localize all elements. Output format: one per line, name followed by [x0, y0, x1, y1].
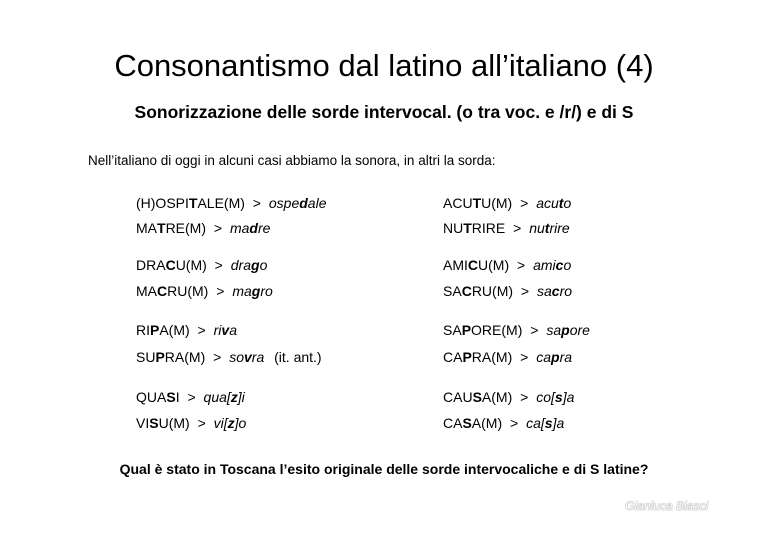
arrow: >	[183, 389, 200, 405]
latin-form: RIPA(M)	[136, 322, 190, 338]
arrow: >	[526, 322, 543, 338]
slide-subtitle: Sonorizzazione delle sorde intervocal. (o tra voc. e /r/) e di S	[134, 102, 634, 122]
latin-form: AMICU(M)	[443, 257, 510, 273]
italian-form: nutrire	[529, 220, 570, 236]
latin-form: (H)OSPITALE(M)	[136, 195, 245, 211]
example-left-3	[136, 257, 267, 273]
italian-form: riva	[213, 322, 238, 338]
italian-form: co[s]a	[536, 389, 575, 405]
arrow: >	[516, 389, 533, 405]
latin-form: CAUSA(M)	[443, 389, 513, 405]
example-right-4	[443, 283, 572, 299]
arrow: >	[506, 415, 523, 431]
italian-form: qua[z]i	[203, 389, 245, 405]
latin-form: SAPORE(M)	[443, 322, 523, 338]
example-left-8	[136, 415, 246, 431]
italian-form: magro	[232, 283, 273, 299]
arrow: >	[513, 257, 530, 273]
example-right-2	[443, 220, 570, 236]
example-right-5	[443, 322, 590, 338]
italian-form: sapore	[546, 322, 590, 338]
latin-form: CAPRA(M)	[443, 349, 513, 365]
arrow: >	[516, 349, 533, 365]
latin-form: SACRU(M)	[443, 283, 514, 299]
italian-form: capra	[536, 349, 573, 365]
latin-form: ACUTU(M)	[443, 195, 513, 211]
arrow: >	[517, 283, 533, 299]
example-right-7	[443, 389, 574, 405]
arrow: >	[193, 415, 210, 431]
author-signature: Gianluca Biasci	[625, 499, 708, 513]
latin-form: MACRU(M)	[136, 283, 209, 299]
note: (it. ant.)	[270, 349, 322, 365]
arrow: >	[248, 195, 265, 211]
example-right-6	[443, 349, 572, 365]
example-left-6	[136, 349, 322, 365]
italian-form: sacro	[537, 283, 573, 299]
arrow: >	[209, 349, 226, 365]
arrow: >	[212, 283, 229, 299]
example-right-3	[443, 257, 571, 273]
intro-text: Nell’italiano di oggi in alcuni casi abbiamo la sonora, in altri la sorda:	[88, 153, 496, 168]
italian-form: madre	[229, 220, 271, 236]
example-left-7	[136, 389, 245, 405]
italian-form: acuto	[536, 195, 572, 211]
italian-form: sovra	[229, 349, 265, 365]
slide-title: Consonantismo dal latino all’italiano (4)	[114, 48, 654, 83]
latin-form: DRACU(M)	[136, 257, 207, 273]
latin-form: NUTRIRE	[443, 220, 506, 236]
example-left-1	[136, 195, 326, 211]
arrow: >	[193, 322, 210, 338]
example-right-1	[443, 195, 571, 211]
arrow: >	[210, 220, 226, 236]
italian-form: amico	[533, 257, 572, 273]
italian-form: ca[s]a	[526, 415, 565, 431]
arrow: >	[516, 195, 533, 211]
latin-form: VISU(M)	[136, 415, 190, 431]
arrow: >	[210, 257, 227, 273]
arrow: >	[509, 220, 526, 236]
italian-form: drago	[230, 257, 268, 273]
italian-form: vi[z]o	[213, 415, 247, 431]
latin-form: SUPRA(M)	[136, 349, 206, 365]
latin-form: MATRE(M)	[136, 220, 206, 236]
latin-form: QUASI	[136, 389, 180, 405]
example-left-4	[136, 283, 273, 299]
latin-form: CASA(M)	[443, 415, 503, 431]
closing-question: Qual è stato in Toscana l’esito originale delle sorde intervocaliche e di S latine?	[119, 461, 649, 477]
example-left-2	[136, 220, 270, 236]
example-right-8	[443, 415, 564, 431]
example-left-5	[136, 322, 237, 338]
italian-form: ospedale	[268, 195, 327, 211]
